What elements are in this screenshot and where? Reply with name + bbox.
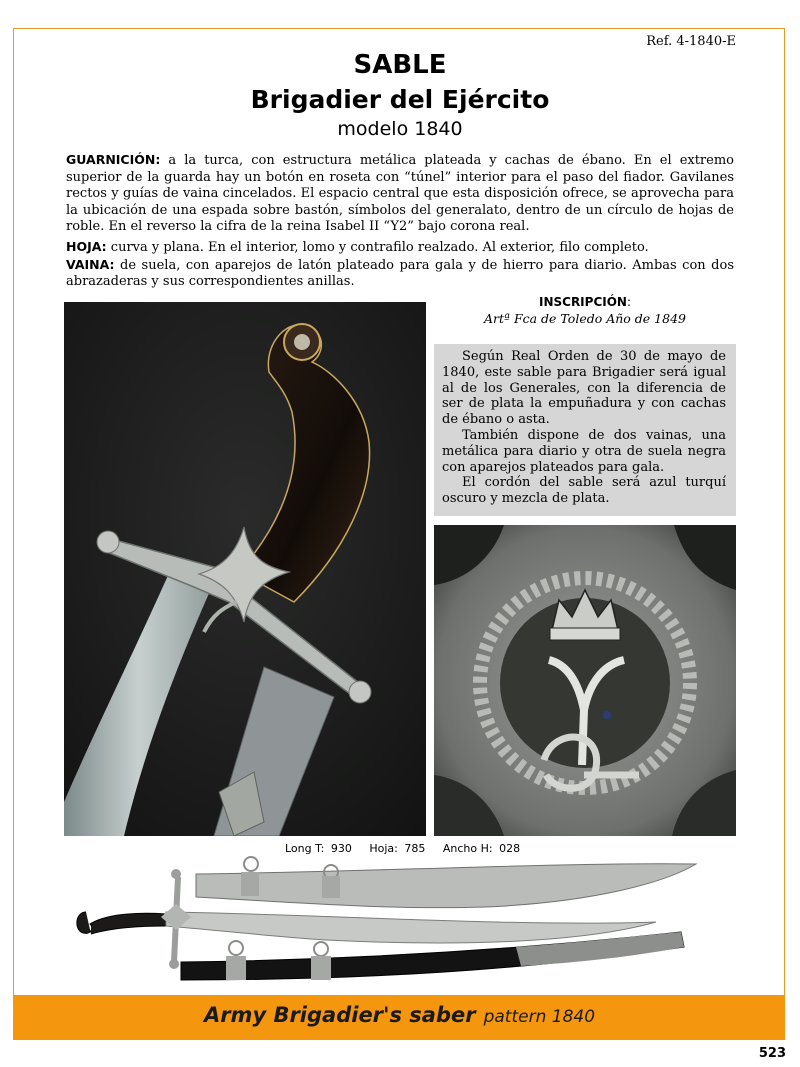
hilt-photo xyxy=(64,302,426,836)
guarnicion-paragraph xyxy=(66,152,734,236)
title-rank: Brigadier del Ejército xyxy=(250,85,550,114)
hilt-photo-illustration xyxy=(64,302,426,836)
inscription-label: INSCRIPCIÓN xyxy=(538,295,627,309)
english-title-main: Army Brigadier's saber xyxy=(203,1003,476,1027)
english-title xyxy=(14,1003,785,1027)
hoja-measure-label: Hoja: xyxy=(369,842,398,855)
note-paragraph-3: El cordón del sable será azul turquí oscuro y mezcla de plata. xyxy=(442,475,726,507)
reference-number: Ref. 4-1840-E xyxy=(646,34,736,49)
title-sable: SABLE xyxy=(353,50,447,80)
description-block xyxy=(66,152,734,294)
hoja-measure-value: 785 xyxy=(404,842,426,855)
inscription-heading xyxy=(434,295,736,309)
vaina-paragraph xyxy=(66,257,734,291)
title-model: modelo 1840 xyxy=(337,118,463,140)
inscription-text: Artª Fca de Toledo Año de 1849 xyxy=(484,311,686,326)
hoja-text: curva y plana. En el interior, lomo y contrafilo realzado. Al exterior, filo completo. xyxy=(106,239,649,255)
vaina-text: de suela, con aparejos de latón plateado para gala y de hierro para diario. Ambas con dos abrazaderas y sus correspondientes anillas. xyxy=(66,257,734,290)
vaina-label: VAINA: xyxy=(66,256,115,272)
saber-illustration xyxy=(66,852,736,992)
cipher-photo-illustration xyxy=(434,525,736,836)
english-title-pattern: pattern 1840 xyxy=(483,1007,596,1027)
guarnicion-text: a la turca, con estructura metálica plateada y cachas de ébano. En el extremo superior de la guarda hay un botón en roseta con “túnel” interior para el paso del fiador. Gavilanes rectos y guías de vaina cincelados. El espacio central que esta disposición ofrece, se aprovecha para la ubicación de una espada sobre bastón, símbolos del generalato, dentro de un círculo de hojas de roble. En el reverso la cifra de la reina Isabel II “Y2” bajo corona real. xyxy=(66,153,734,235)
inscription-colon: : xyxy=(626,295,632,309)
footer-band xyxy=(14,995,785,1040)
page-number: 523 xyxy=(758,1046,786,1061)
cipher-photo xyxy=(434,525,736,836)
note-paragraph-2: También dispone de dos vainas, una metálica para diario y otra de suela negra con aparejos plateados para gala. xyxy=(442,427,726,475)
long-label: Long T: xyxy=(285,842,325,855)
saber-scabbards-photo xyxy=(66,852,736,992)
note-paragraph-1: Según Real Orden de 30 de mayo de 1840, este sable para Brigadier será igual al de los Generales, con la diferencia de ser de plata la empuñadura y con cachas de ébano o asta. xyxy=(442,349,726,428)
long-value: 930 xyxy=(330,842,352,855)
hoja-label: HOJA: xyxy=(66,238,107,254)
hoja-paragraph xyxy=(66,239,734,257)
guarnicion-label: GUARNICIÓN: xyxy=(66,152,161,167)
ancho-label: Ancho H: xyxy=(442,842,493,855)
ancho-value: 028 xyxy=(499,842,521,855)
note-box xyxy=(434,344,736,516)
